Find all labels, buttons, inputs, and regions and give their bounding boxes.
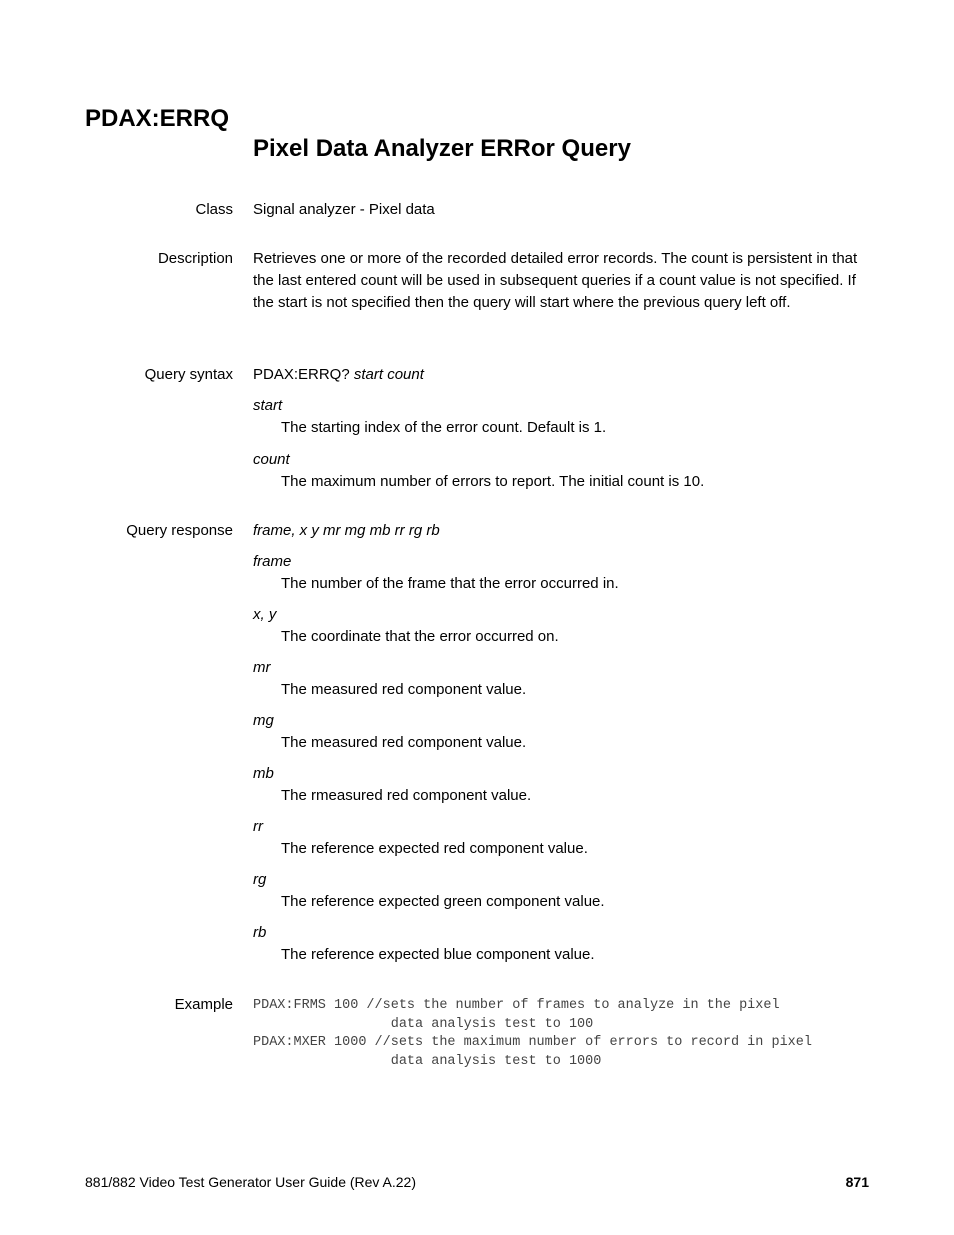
param-name: start: [253, 397, 283, 414]
query-syntax-label: Query syntax: [144, 366, 233, 383]
response-param-frame: [253, 551, 873, 595]
param-name: mb: [253, 765, 274, 782]
footer-doc-title: 881/882 Video Test Generator User Guide (Rev A.22): [85, 1174, 417, 1190]
example-code-block: [253, 997, 812, 1071]
param-desc: The reference expected blue component value.: [281, 946, 595, 963]
param-desc: The number of the frame that the error occurred in.: [281, 575, 619, 592]
example-code-line: data analysis test to 1000: [253, 1053, 602, 1069]
example-code-line: PDAX:MXER 1000 //sets the maximum number of errors to record in pixel: [253, 1035, 812, 1050]
response-param-mg: [253, 710, 873, 754]
footer-page-number: 871: [845, 1174, 869, 1190]
example-code-line: data analysis test to 100: [253, 1016, 594, 1032]
command-name: PDAX:ERRQ: [85, 105, 230, 132]
example-label: Example: [174, 996, 233, 1013]
param-name: x, y: [253, 606, 277, 623]
description-text: Retrieves one or more of the recorded detailed error records. The count is persistent in that the last entered count will be used in subsequent queries if a count value is not specified. If the start is not specified then the query will start where the previous query left off.: [253, 250, 858, 311]
response-param-xy: [253, 604, 873, 648]
param-desc: The measured red component value.: [281, 734, 527, 751]
param-name: mr: [253, 659, 271, 676]
query-response-format: frame, x y mr mg mb rr rg rb: [253, 522, 440, 539]
class-value: Signal analyzer - Pixel data: [253, 201, 435, 218]
query-syntax-line: [253, 364, 873, 386]
response-param-rb: [253, 922, 873, 966]
example-code-line: PDAX:FRMS 100 //sets the number of frames to analyze in the pixel: [253, 998, 780, 1013]
query-response-label: Query response: [126, 522, 233, 539]
param-name: rr: [253, 818, 263, 835]
param-desc: The measured red component value.: [281, 681, 527, 698]
param-desc: The maximum number of errors to report. The initial count is 10.: [281, 473, 705, 490]
query-syntax-args: start count: [353, 366, 424, 383]
param-name: mg: [253, 712, 274, 729]
param-desc: The rmeasured red component value.: [281, 787, 532, 804]
param-name: frame: [253, 553, 292, 570]
command-title: Pixel Data Analyzer ERRor Query: [253, 135, 631, 162]
response-param-rr: [253, 816, 873, 860]
response-param-rg: [253, 869, 873, 913]
param-desc: The coordinate that the error occurred on.: [281, 628, 559, 645]
syntax-param-count: [253, 449, 873, 493]
response-param-mr: [253, 657, 873, 701]
param-name: rg: [253, 871, 267, 888]
param-name: count: [253, 451, 290, 468]
syntax-param-start: [253, 395, 873, 439]
class-label: Class: [195, 201, 233, 218]
response-param-mb: [253, 763, 873, 807]
description-label: Description: [157, 250, 233, 267]
query-syntax-command: PDAX:ERRQ?: [253, 366, 350, 383]
param-desc: The reference expected green component value.: [281, 893, 605, 910]
param-desc: The reference expected red component value.: [281, 840, 588, 857]
param-name: rb: [253, 924, 267, 941]
param-desc: The starting index of the error count. Default is 1.: [281, 419, 607, 436]
